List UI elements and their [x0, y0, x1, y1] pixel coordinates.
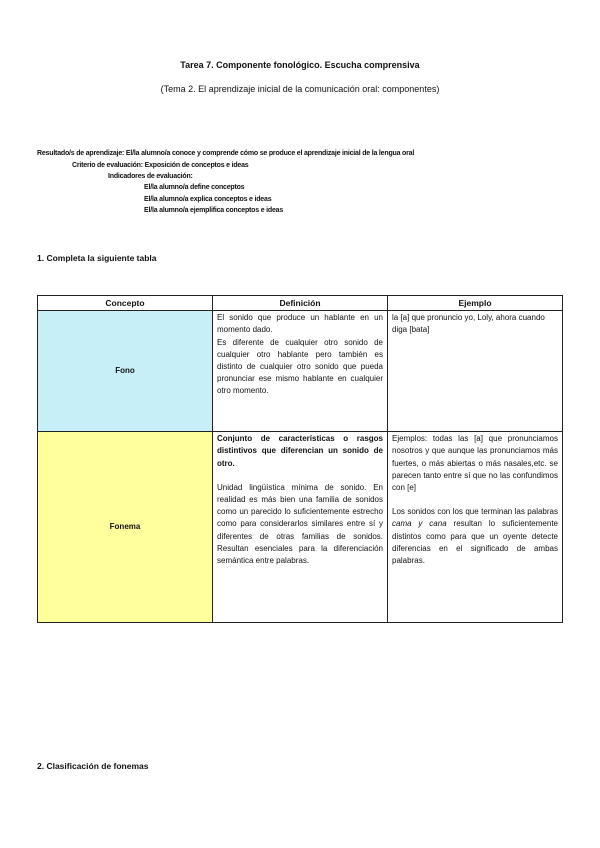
example-text [392, 506, 558, 567]
section-heading-1: 1. Completa la siguiente tabla [37, 253, 157, 263]
evaluation-criterion: Criterio de evaluación: Exposición de conceptos e ideas [72, 162, 249, 169]
indicators-label: Indicadores de evaluación: [108, 173, 193, 180]
definition-text: Unidad lingüística mínima de sonido. En realidad es más bien una familia de sonidos como un parecido lo suficientemente estrecho como para considerarlos similares entre sí y diferentes de otras familias de sonidos. Resultan esenciales para la diferenciación semántica entre palabras. [217, 482, 383, 566]
example-italic-words: cama y cana [392, 519, 447, 529]
header-definicion: Definición [213, 296, 388, 311]
table-row [38, 311, 563, 432]
definition-cell [213, 432, 388, 623]
indicator-item: El/la alumno/a define conceptos [144, 184, 245, 191]
definition-text: Conjunto de características o rasgos distintivos que diferencian un sonido de otro. [217, 434, 383, 468]
definition-text: El sonido que produce un hablante en un momento dado. [217, 313, 383, 335]
example-cell [388, 311, 563, 432]
table-row [38, 432, 563, 623]
header-concepto: Concepto [38, 296, 213, 311]
definition-text: Es diferente de cualquier otro sonido de cualquier otro hablante pero también es distinto de cualquier otro sonido que pueda pronunciar ese mismo hablante en cualquier otro momento. [217, 337, 383, 396]
page-subtitle: (Tema 2. El aprendizaje inicial de la comunicación oral: componentes) [160, 84, 440, 94]
example-cell [388, 432, 563, 623]
header-ejemplo: Ejemplo [388, 296, 563, 311]
concept-cell: Fonema [38, 432, 213, 623]
page-title: Tarea 7. Componente fonológico. Escucha comprensiva [180, 60, 420, 70]
indicator-item: El/la alumno/a explica conceptos e ideas [144, 196, 272, 203]
table-header-row [38, 296, 563, 311]
example-text-part: resultan lo suficientemente distintos como para que un oyente detecte diferencias en el significado de ambas palabras. [392, 519, 558, 566]
concept-table [37, 295, 563, 623]
example-text-part: Los sonidos con los que terminan las palabras [392, 507, 558, 517]
section-heading-2: 2. Clasificación de fonemas [37, 761, 149, 771]
learning-outcome: Resultado/s de aprendizaje: El/la alumno/a conoce y comprende cómo se produce el aprendizaje inicial de la lengua oral [37, 150, 415, 157]
example-text: Ejemplos: todas las [a] que pronunciamos nosotros y que aunque las pronunciamos más fuertes, o más abiertas o más nasales,etc. se parecen tanto entre sí que no las confundimos con [e] [392, 434, 558, 493]
example-text: la [a] que pronuncio yo, Loly, ahora cuando diga [bata] [392, 313, 545, 335]
concept-cell: Fono [38, 311, 213, 432]
indicator-item: El/la alumno/a ejemplifica conceptos e ideas [144, 207, 284, 214]
definition-cell [213, 311, 388, 432]
